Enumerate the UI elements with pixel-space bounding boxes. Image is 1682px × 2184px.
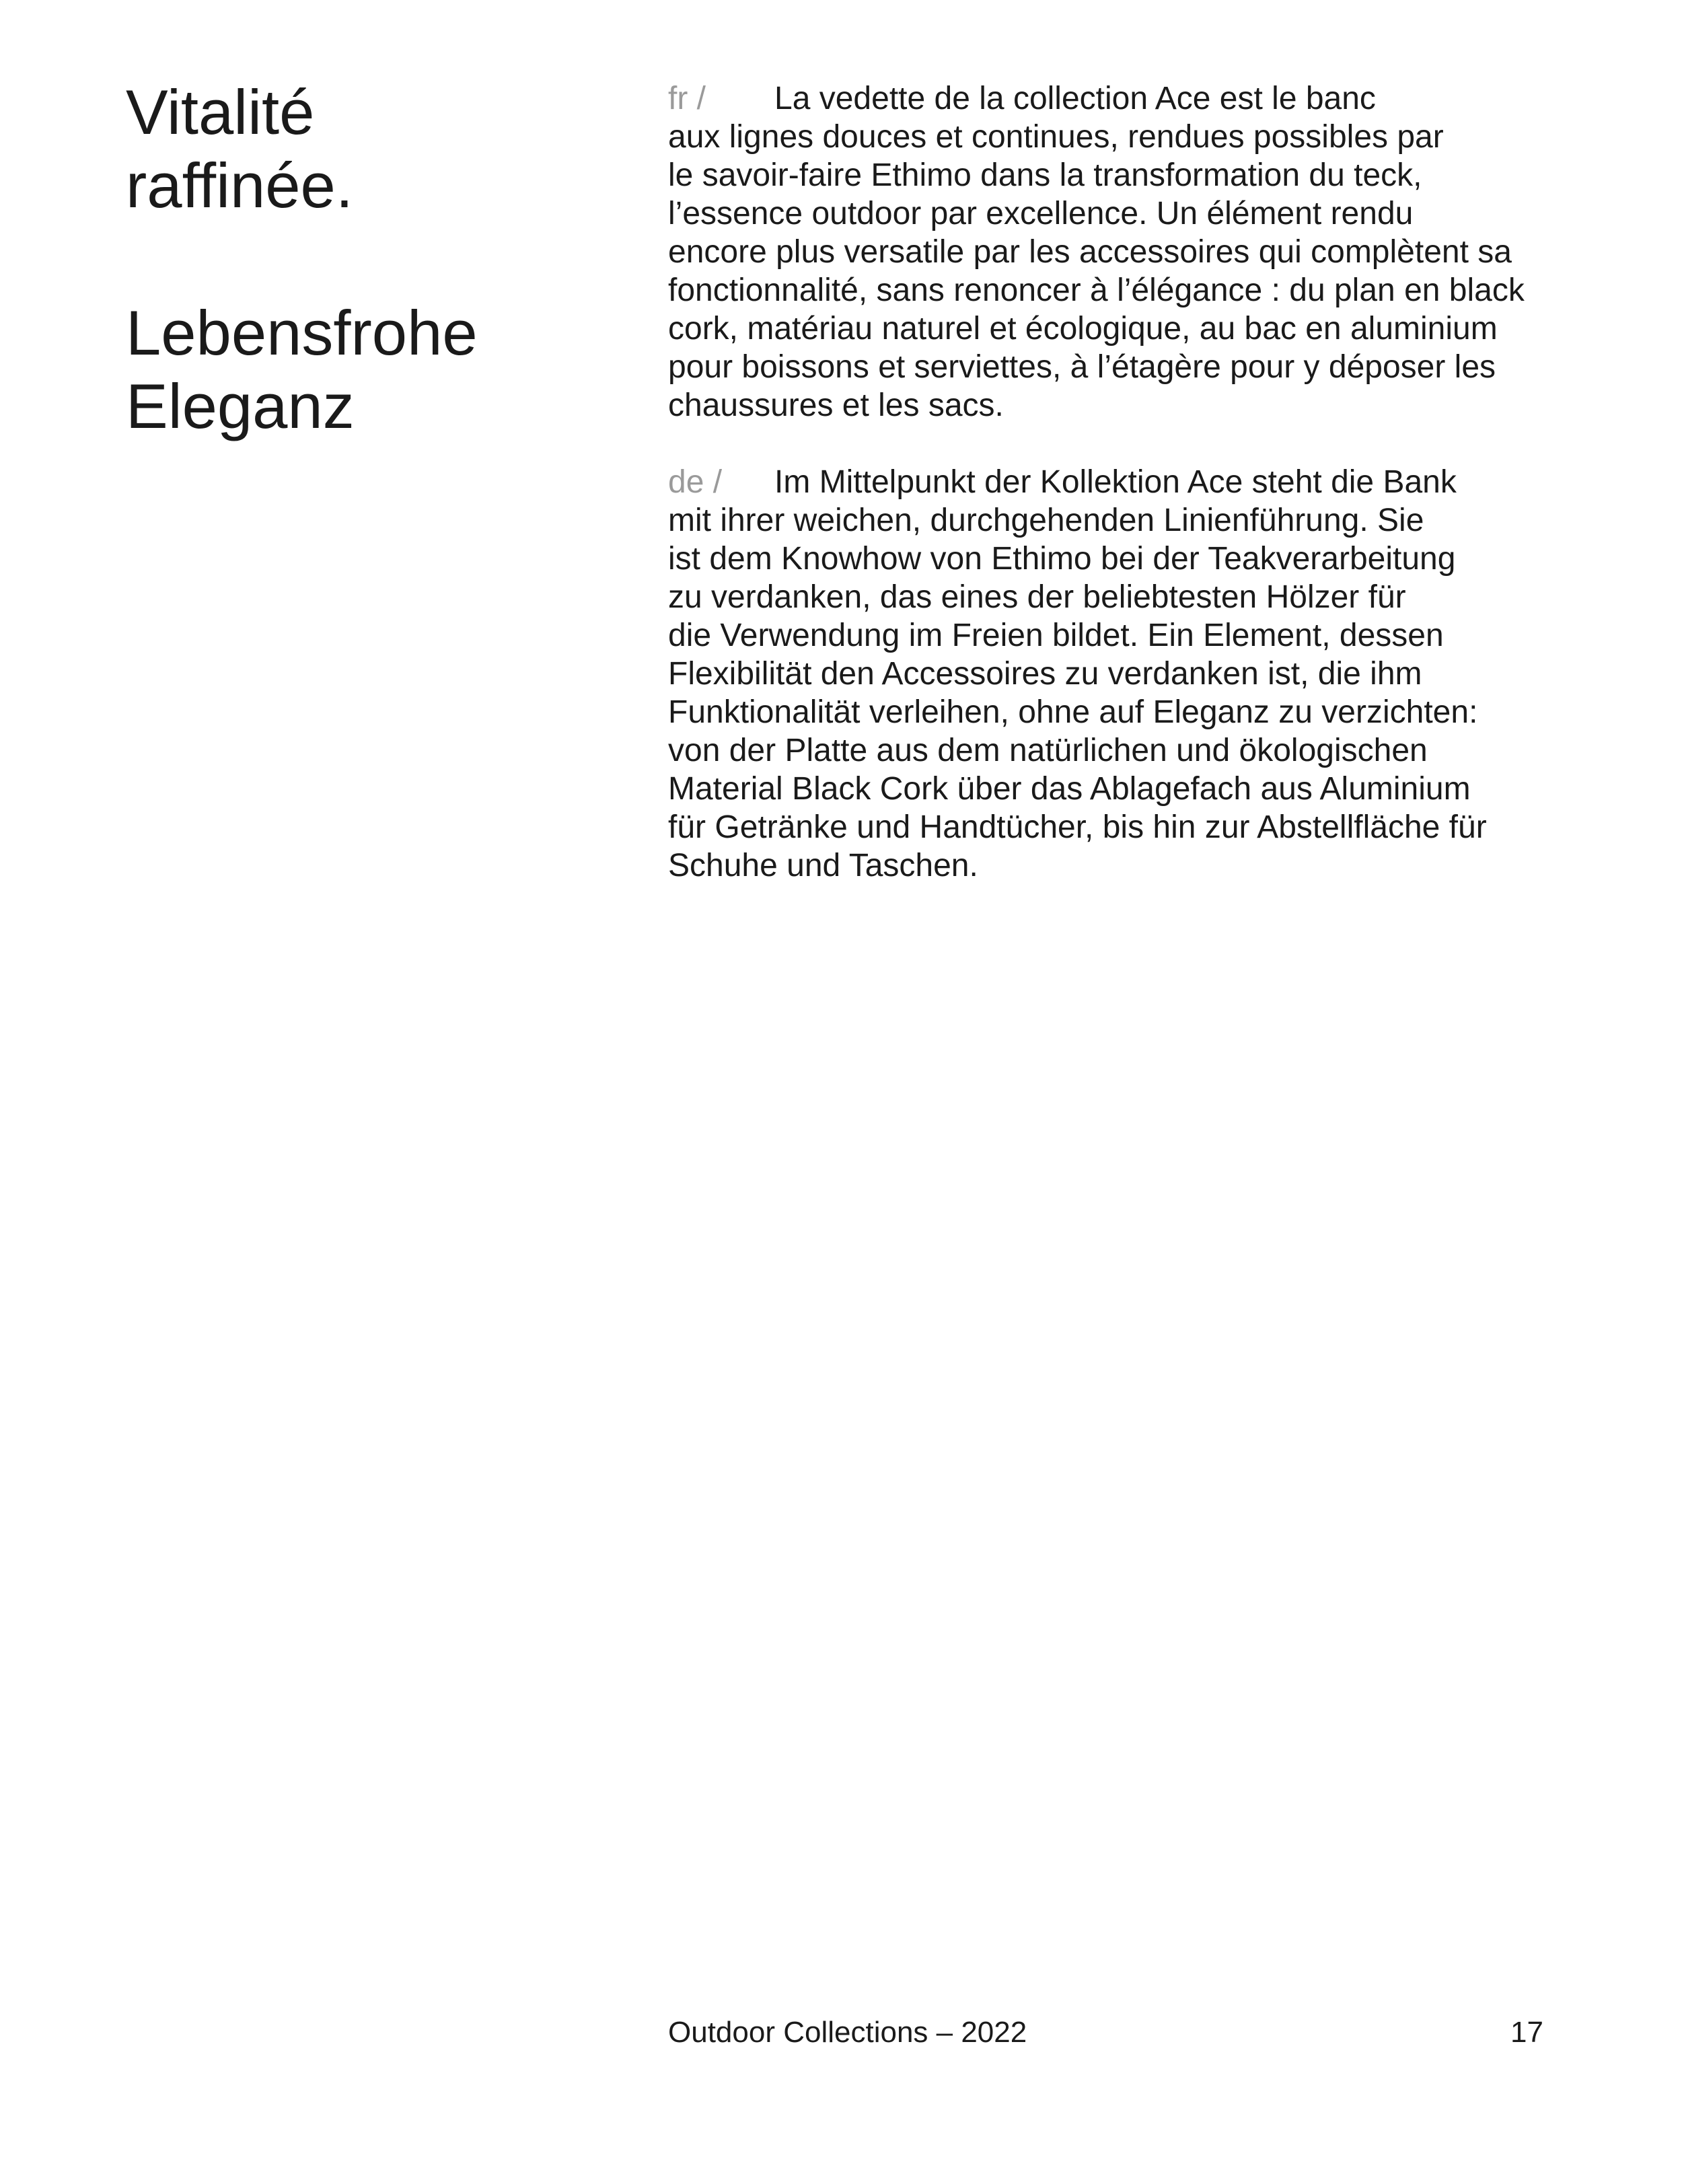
paragraph-line: [668, 463, 1556, 501]
paragraph-line: pour boissons et serviettes, à l’étagère pour y déposer les: [668, 349, 1496, 385]
paragraph-fr: [668, 79, 1556, 425]
paragraph-de: [668, 463, 1556, 885]
heading-line: raffinée.: [126, 150, 353, 221]
paragraph-line: cork, matériau naturel et écologique, au bac en aluminium: [668, 311, 1498, 347]
paragraph-line: aux lignes douces et continues, rendues possibles par: [668, 119, 1444, 155]
paragraph-text: La vedette de la collection Ace est le banc: [774, 81, 1376, 116]
paragraph-line: Flexibilität den Accessoires zu verdanken ist, die ihm: [668, 656, 1422, 692]
paragraph-line: le savoir-faire Ethimo dans la transformation du teck,: [668, 157, 1422, 193]
paragraph-line: [668, 79, 1556, 118]
heading-line: Lebensfrohe: [126, 297, 478, 368]
paragraph-line: Funktionalität verleihen, ohne auf Eleganz zu verzichten:: [668, 694, 1478, 730]
paragraph-line: fonctionnalité, sans renoncer à l’élégance : du plan en black: [668, 272, 1525, 308]
paragraph-line: mit ihrer weichen, durchgehenden Linienführung. Sie: [668, 503, 1424, 538]
paragraph-line: Schuhe und Taschen.: [668, 848, 978, 883]
language-tag-de: de /: [668, 464, 723, 500]
paragraph-line: zu verdanken, das eines der beliebtesten Hölzer für: [668, 579, 1406, 615]
paragraph-line: von der Platte aus dem natürlichen und ökologischen: [668, 733, 1428, 768]
page-number: 17: [1510, 2016, 1543, 2049]
headings-column: [126, 75, 637, 443]
paragraph-line: ist dem Knowhow von Ethimo bei der Teakverarbeitung: [668, 541, 1456, 577]
heading-de: [126, 296, 637, 443]
paragraph-line: l’essence outdoor par excellence. Un élément rendu: [668, 196, 1414, 231]
language-tag-fr: fr /: [668, 81, 706, 116]
heading-line: Vitalité: [126, 77, 315, 147]
paragraph-text: Im Mittelpunkt der Kollektion Ace steht die Bank: [774, 464, 1457, 500]
footer-title: Outdoor Collections – 2022: [668, 2016, 1027, 2049]
body-column: [668, 79, 1556, 885]
heading-line: Eleganz: [126, 371, 355, 441]
paragraph-line: chaussures et les sacs.: [668, 388, 1004, 423]
paragraph-line: die Verwendung im Freien bildet. Ein Element, dessen: [668, 618, 1444, 653]
paragraph-line: Material Black Cork über das Ablagefach aus Aluminium: [668, 771, 1471, 807]
heading-fr: [126, 75, 637, 222]
paragraph-line: encore plus versatile par les accessoires qui complètent sa: [668, 234, 1512, 270]
paragraph-line: für Getränke und Handtücher, bis hin zur Abstellfläche für: [668, 809, 1487, 845]
